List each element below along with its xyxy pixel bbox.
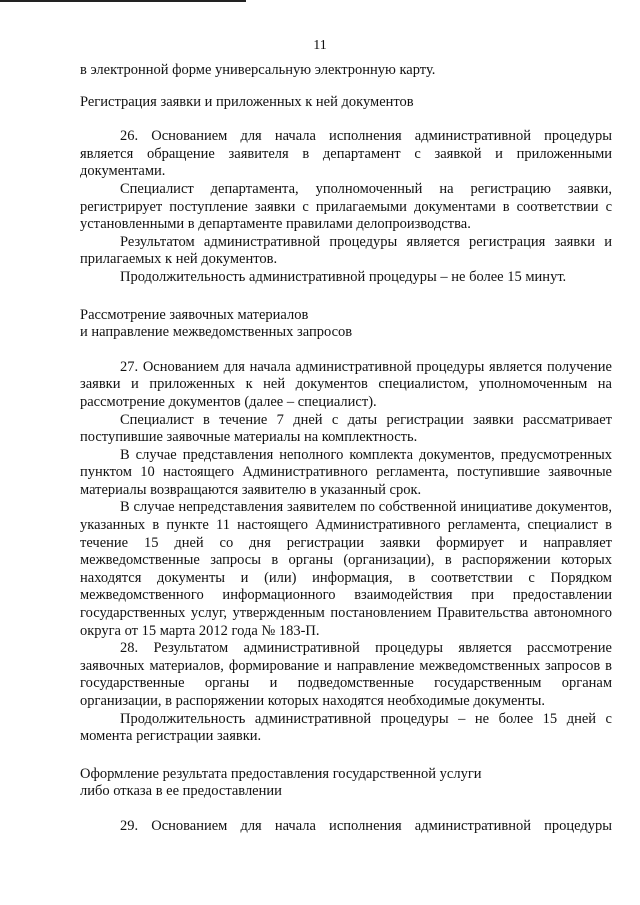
paragraph: Продолжительность административной процедуры – не более 15 дней с момента регистрации заявки. (80, 710, 612, 745)
paragraph: Специалист в течение 7 дней с даты регистрации заявки рассматривает поступившие заявочные материалы на комплектность. (80, 411, 612, 446)
paragraph: 29. Основанием для начала исполнения административной процедуры (120, 817, 612, 834)
paragraph: Специалист департамента, уполномоченный на регистрацию заявки, регистрирует поступление заявки с прилагаемыми документами в соответствии с установленными в департаменте правилами делопроизводства. (80, 180, 612, 233)
section-heading-review-line1: Рассмотрение заявочных материалов (80, 306, 309, 323)
section-heading-result-line1: Оформление результата предоставления государственной услуги (80, 765, 482, 782)
page-number: 11 (313, 38, 327, 53)
section-heading-review-line2: и направление межведомственных запросов (80, 324, 353, 341)
paragraph: Результатом административной процедуры является регистрация заявки и прилагаемых к ней документов. (80, 233, 612, 268)
paragraph: 27. Основанием для начала административной процедуры является получение заявки и приложенных к ней документов специалистом, уполномоченным на рассмотрение документов (далее – специалист). (80, 358, 612, 410)
section-heading-result-line2: либо отказа в ее предоставлении (80, 783, 282, 800)
paragraph: 26. Основанием для начала исполнения административной процедуры является обращение заявителя в департамент с заявкой и приложенными документами. (80, 128, 612, 180)
paragraph: 28. Результатом административной процедуры является рассмотрение заявочных материалов, формирование и направление межведомственных запросов в государственные органы и подведомственные государственным органам организации, в распоряжении которых находятся необходимые документы. (80, 640, 612, 709)
top-rule (0, 0, 246, 2)
document-body (80, 62, 612, 836)
paragraph: В случае непредставления заявителем по собственной инициативе документов, указанных в пункте 11 настоящего Административного регламента, специалист в течение 15 дней со дня регистрации заявки формирует и направляет межведомственные запросы в органы (организации), в распоряжении которых находятся документы и (или) информация, в соответствии с Порядком межведомственного информационного взаимодействия при предоставлении государственных услуг, утвержденным постановлением Правительства автономного округа от 15 марта 2012 года № 183-П. (80, 499, 612, 639)
paragraph: В случае представления неполного комплекта документов, предусмотренных пунктом 10 настоящего Административного регламента, поступившие заявочные материалы возвращаются заявителю в указанный срок. (80, 446, 612, 498)
continuation-text: в электронной форме универсальную электронную карту. (80, 62, 436, 78)
paragraph: Продолжительность административной процедуры – не более 15 минут. (120, 268, 567, 285)
section-heading-registration: Регистрация заявки и приложенных к ней документов (80, 93, 414, 110)
